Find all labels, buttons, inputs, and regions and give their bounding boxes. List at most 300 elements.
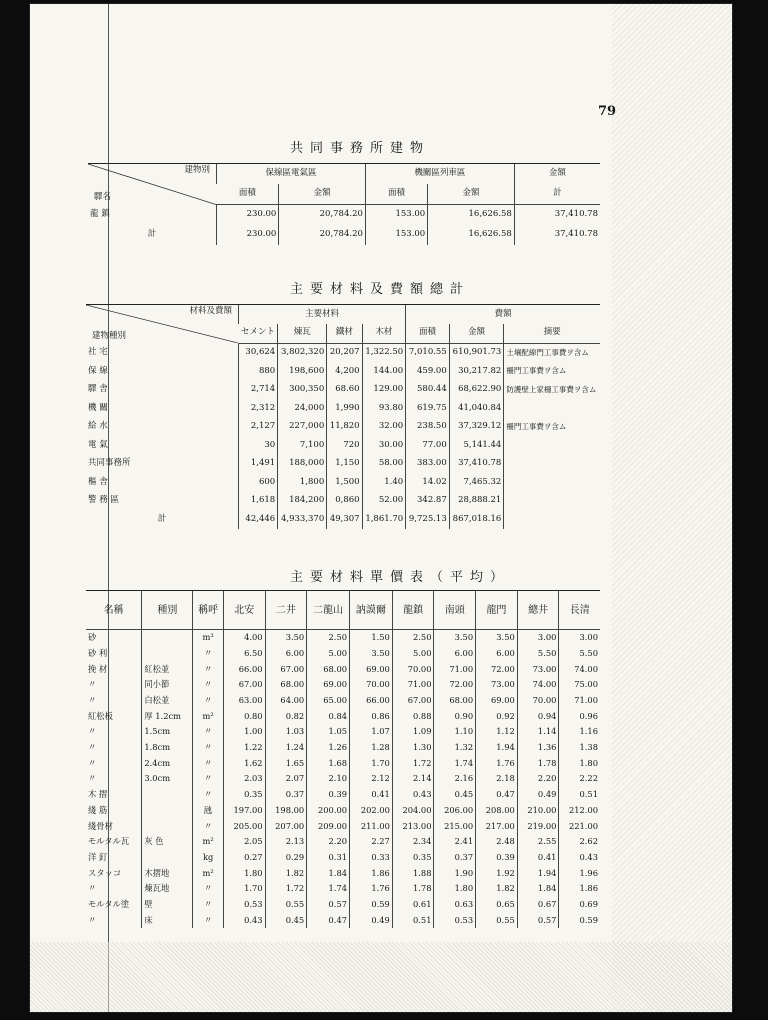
table3-row-kind: 床 — [142, 912, 193, 928]
table3-cell-price: 0.94 — [517, 708, 559, 724]
table3-cell-price: 202.00 — [350, 803, 393, 819]
table3-cell-price: 197.00 — [223, 803, 265, 819]
table3-cell-price: 204.00 — [392, 803, 434, 819]
table3-column-header: 二井 — [265, 591, 307, 630]
table3-cell-price: 0.27 — [223, 850, 265, 866]
table3-row-kind — [142, 630, 193, 646]
table3-cell-price: 1.70 — [223, 881, 265, 897]
table1-row-name: 計 — [147, 229, 157, 240]
table2-cell-c: 1,491 — [239, 455, 278, 474]
table3-cell-price: 1.00 — [223, 724, 265, 740]
table3-cell-price: 1.88 — [392, 865, 434, 881]
table3-row-unit: 〃 — [193, 677, 224, 693]
table2-cell-c: 880 — [239, 362, 278, 381]
table2-cell-area: 77.00 — [406, 436, 450, 455]
table3-row-kind — [142, 803, 193, 819]
table1-group-b: 機關區列車區 — [365, 164, 514, 185]
table3-row-unit: m² — [193, 708, 224, 724]
table3-row — [86, 661, 600, 677]
table3-cell-price: 0.31 — [307, 850, 350, 866]
table3-cell-price: 1.36 — [517, 740, 559, 756]
table3-cell-price: 74.00 — [559, 661, 600, 677]
table2-column-header: 鐵材 — [327, 324, 362, 343]
table2-cell-w: 1,861.70 — [362, 510, 406, 529]
table1-diag-bottom: 驛名 — [94, 192, 112, 203]
table2-column-header: 煉瓦 — [278, 324, 327, 343]
table3-cell-price: 0.53 — [223, 897, 265, 913]
table3-cell-price: 0.61 — [392, 897, 434, 913]
table2-cell-area: 14.02 — [406, 473, 450, 492]
table3-cell-price: 1.72 — [392, 756, 434, 772]
table3-cell-price: 6.50 — [223, 646, 265, 662]
table3-cell-price: 207.00 — [265, 818, 307, 834]
table2-column-header: 金額 — [449, 324, 504, 343]
table3-cell-price: 6.00 — [434, 646, 476, 662]
table3-cell-price: 0.86 — [350, 708, 393, 724]
table1-cell-a-area: 230.00 — [217, 225, 279, 245]
table3-cell-price: 70.00 — [392, 661, 434, 677]
table2-cell-b: 188,000 — [278, 455, 327, 474]
table2-cell-w: 32.00 — [362, 418, 406, 437]
table3-cell-price: 1.82 — [476, 881, 518, 897]
table3-cell-price: 221.00 — [559, 818, 600, 834]
table2-cell-amt: 28,888.21 — [449, 492, 504, 511]
table1-cell-a-amt: 20,784.20 — [279, 225, 366, 245]
table3-title: 主要材料單價表（平均） — [290, 570, 511, 585]
table3-cell-price: 69.00 — [307, 677, 350, 693]
table3-row — [86, 740, 600, 756]
table3-row — [86, 803, 600, 819]
table2-row-name: 驛 舎 — [88, 384, 108, 395]
table2-cell-note — [504, 455, 600, 474]
table1-group-a: 保線區電氣區 — [217, 164, 366, 185]
table1-total-sub: 計 — [514, 184, 600, 205]
table3-row-unit: 〃 — [193, 661, 224, 677]
table3-cell-price: 1.94 — [476, 740, 518, 756]
table3-cell-price: 0.59 — [350, 897, 393, 913]
table2-group-cost: 費額 — [406, 305, 600, 324]
table3-cell-price: 2.27 — [350, 834, 393, 850]
table3-cell-price: 1.09 — [392, 724, 434, 740]
table3-cell-price: 1.70 — [350, 756, 393, 772]
table3-cell-price: 71.00 — [392, 677, 434, 693]
table3-cell-price: 1.84 — [307, 865, 350, 881]
table2-cell-w: 58.00 — [362, 455, 406, 474]
table3-row — [86, 834, 600, 850]
table3-cell-price: 0.35 — [223, 787, 265, 803]
table2-cell-area: 7,010.55 — [406, 343, 450, 362]
table3-cell-price: 1.74 — [434, 756, 476, 772]
table2-cell-w: 129.00 — [362, 381, 406, 400]
table1-sub-area-a: 面積 — [217, 184, 279, 205]
table3-row — [86, 787, 600, 803]
table3-cell-price: 1.80 — [559, 756, 600, 772]
table3-row — [86, 693, 600, 709]
table3-column-header: 龍門 — [476, 591, 518, 630]
table2 — [86, 304, 600, 529]
table2-cell-s: 20,207 — [327, 343, 362, 362]
table3-row-name: 洋 釘 — [88, 851, 108, 862]
table2-cell-w: 1.40 — [362, 473, 406, 492]
table3-cell-price: 2.50 — [392, 630, 434, 646]
table3-cell-price: 2.62 — [559, 834, 600, 850]
table3-cell-price: 0.45 — [265, 912, 307, 928]
table3-cell-price: 5.00 — [392, 646, 434, 662]
table3-cell-price: 69.00 — [476, 693, 518, 709]
table3-cell-price: 0.82 — [265, 708, 307, 724]
table2-cell-area: 459.00 — [406, 362, 450, 381]
table2-row — [86, 399, 600, 418]
table1-cell-total: 37,410.78 — [514, 205, 600, 226]
table3-row-unit: 〃 — [193, 912, 224, 928]
table2-cell-s: 1,500 — [327, 473, 362, 492]
table3-cell-price: 0.90 — [434, 708, 476, 724]
table3-row — [86, 865, 600, 881]
table3-cell-price: 1.12 — [476, 724, 518, 740]
table3-cell-price: 2.34 — [392, 834, 434, 850]
table2-cell-b: 24,000 — [278, 399, 327, 418]
table3-cell-price: 2.22 — [559, 771, 600, 787]
table3-cell-price: 2.12 — [350, 771, 393, 787]
table2-row — [86, 362, 600, 381]
table3-cell-price: 0.88 — [392, 708, 434, 724]
table3-cell-price: 70.00 — [517, 693, 559, 709]
table3-cell-price: 0.41 — [517, 850, 559, 866]
table2-cell-amt: 41,040.84 — [449, 399, 504, 418]
table3-row-name: 〃 — [88, 679, 97, 690]
table3-row-name: モルタル瓦 — [88, 836, 130, 847]
table3-row-kind: 3.0cm — [142, 771, 193, 787]
table2-cell-amt: 5,141.44 — [449, 436, 504, 455]
table3-cell-price: 1.07 — [350, 724, 393, 740]
table2-cell-amt: 37,410.78 — [449, 455, 504, 474]
table3-cell-price: 2.14 — [392, 771, 434, 787]
table3-row-unit: 〃 — [193, 881, 224, 897]
table2-column-header: セメント — [239, 324, 278, 343]
table2-cell-area: 9,725.13 — [406, 510, 450, 529]
table1-row — [88, 205, 600, 226]
table1-cell-total: 37,410.78 — [514, 225, 600, 245]
table3-cell-price: 2.50 — [307, 630, 350, 646]
table3-cell-price: 5.50 — [559, 646, 600, 662]
table3-cell-price: 0.47 — [476, 787, 518, 803]
table3-cell-price: 3.00 — [559, 630, 600, 646]
table3-row — [86, 724, 600, 740]
table3-cell-price: 65.00 — [307, 693, 350, 709]
table2-column-header: 木材 — [362, 324, 406, 343]
table3-cell-price: 200.00 — [307, 803, 350, 819]
table2-cell-b: 227,000 — [278, 418, 327, 437]
table3-cell-price: 1.84 — [517, 881, 559, 897]
table2-diag-top: 材料及費額 — [189, 306, 232, 316]
table3-cell-price: 1.65 — [265, 756, 307, 772]
table1-row-name: 龍 鎮 — [90, 209, 110, 220]
table3-row — [86, 677, 600, 693]
table3-cell-price: 0.55 — [476, 912, 518, 928]
table3-cell-price: 1.96 — [559, 865, 600, 881]
table3-cell-price: 74.00 — [517, 677, 559, 693]
table3-row-name: 綫 筋 — [88, 804, 108, 815]
table2-row — [86, 473, 600, 492]
table3-cell-price: 2.13 — [265, 834, 307, 850]
table2-row — [86, 343, 600, 362]
table2-cell-c: 42,446 — [239, 510, 278, 529]
table3-cell-price: 209.00 — [307, 818, 350, 834]
table2-cell-note — [504, 510, 600, 529]
table2-cell-s: 49,307 — [327, 510, 362, 529]
table3-cell-price: 1.68 — [307, 756, 350, 772]
table3-cell-price: 66.00 — [350, 693, 393, 709]
table3-cell-price: 219.00 — [517, 818, 559, 834]
table1-sub-amount-b: 金額 — [428, 184, 515, 205]
table3-cell-price: 0.37 — [265, 787, 307, 803]
table2-cell-amt: 37,329.12 — [449, 418, 504, 437]
table3-row-kind: 白松並 — [142, 693, 193, 709]
table3-column-header: 龍鎮 — [392, 591, 434, 630]
table3-cell-price: 67.00 — [223, 677, 265, 693]
table3-row-name: 紅松板 — [88, 710, 113, 721]
table3-row-unit: 〃 — [193, 818, 224, 834]
table3-column-header: 名稱 — [86, 591, 142, 630]
table3-row — [86, 881, 600, 897]
table3-row-kind: 紅松並 — [142, 661, 193, 677]
table3-row-name: モルタル塗 — [88, 898, 130, 909]
table2-cell-area: 342.87 — [406, 492, 450, 511]
table3-cell-price: 1.80 — [223, 865, 265, 881]
table3-row-kind: 厚 1.2cm — [142, 708, 193, 724]
table3-cell-price: 0.43 — [392, 787, 434, 803]
table2-row-name: 保 線 — [88, 365, 108, 376]
table3-cell-price: 0.59 — [559, 912, 600, 928]
table3-row — [86, 756, 600, 772]
table3-row-name: スタッコ — [88, 867, 122, 878]
table3-row — [86, 850, 600, 866]
table3-row-name: 〃 — [88, 883, 97, 894]
table3-cell-price: 0.57 — [517, 912, 559, 928]
table2-cell-w: 144.00 — [362, 362, 406, 381]
table3-cell-price: 0.41 — [350, 787, 393, 803]
table3-cell-price: 1.05 — [307, 724, 350, 740]
table3-row-unit: 瓲 — [193, 803, 224, 819]
table3-cell-price: 0.49 — [517, 787, 559, 803]
table3-cell-price: 1.90 — [434, 865, 476, 881]
table3-row-unit: m² — [193, 865, 224, 881]
table2-cell-note: 土壤配線門工事費ヲ含ム — [504, 343, 600, 362]
table2-group-materials: 主要材料 — [239, 305, 406, 324]
table3-cell-price: 1.80 — [434, 881, 476, 897]
table2-row — [86, 436, 600, 455]
table3-cell-price: 0.35 — [392, 850, 434, 866]
table3-cell-price: 0.55 — [265, 897, 307, 913]
table3-cell-price: 2.05 — [223, 834, 265, 850]
table3-cell-price: 3.50 — [476, 630, 518, 646]
table3-cell-price: 0.92 — [476, 708, 518, 724]
table2-cell-area: 619.75 — [406, 399, 450, 418]
table3-row-unit: 〃 — [193, 771, 224, 787]
table3-row — [86, 897, 600, 913]
table2-cell-s: 68.60 — [327, 381, 362, 400]
table3-row-unit: 〃 — [193, 693, 224, 709]
table3-cell-price: 1.78 — [517, 756, 559, 772]
table3-cell-price: 71.00 — [559, 693, 600, 709]
table3-cell-price: 1.32 — [434, 740, 476, 756]
table3-cell-price: 3.50 — [350, 646, 393, 662]
table3-cell-price: 1.14 — [517, 724, 559, 740]
table3-cell-price: 68.00 — [307, 661, 350, 677]
scan-noise-bottom — [30, 942, 732, 1012]
table3-cell-price: 0.63 — [434, 897, 476, 913]
table2-row-name: 警 務 區 — [88, 495, 119, 506]
table3-cell-price: 213.00 — [392, 818, 434, 834]
table2-row-name: 計 — [157, 513, 167, 524]
table3-cell-price: 2.10 — [307, 771, 350, 787]
table3-cell-price: 217.00 — [476, 818, 518, 834]
table3-cell-price: 67.00 — [265, 661, 307, 677]
table3-row-unit: kg — [193, 850, 224, 866]
table3-cell-price: 63.00 — [223, 693, 265, 709]
table1-total-header: 金額 — [514, 164, 600, 185]
table3-cell-price: 70.00 — [350, 677, 393, 693]
table3-cell-price: 67.00 — [392, 693, 434, 709]
table1-cell-b-area: 153.00 — [365, 225, 427, 245]
table2-row — [86, 455, 600, 474]
table3-row — [86, 818, 600, 834]
table3-row-kind — [142, 646, 193, 662]
table3-cell-price: 64.00 — [265, 693, 307, 709]
table3-row-kind: 同小節 — [142, 677, 193, 693]
table3-column-header: 總井 — [517, 591, 559, 630]
table2-cell-note: 柵門工事費ヲ含ム — [504, 418, 600, 437]
table2-cell-s: 4,200 — [327, 362, 362, 381]
table3-cell-price: 208.00 — [476, 803, 518, 819]
table3-cell-price: 0.33 — [350, 850, 393, 866]
table3-row-kind — [142, 787, 193, 803]
table3-cell-price: 1.03 — [265, 724, 307, 740]
table3-cell-price: 198.00 — [265, 803, 307, 819]
table3-cell-price: 0.51 — [559, 787, 600, 803]
table3-row-name: 木 摺 — [88, 789, 108, 800]
table2-cell-b: 4,933,370 — [278, 510, 327, 529]
table3-cell-price: 1.74 — [307, 881, 350, 897]
table3-cell-price: 5.50 — [517, 646, 559, 662]
table2-title: 主要材料及費額總計 — [290, 282, 471, 297]
table3-cell-price: 73.00 — [476, 677, 518, 693]
table3-cell-price: 1.82 — [265, 865, 307, 881]
table3-cell-price: 0.67 — [517, 897, 559, 913]
table2-row — [86, 381, 600, 400]
table3-cell-price: 68.00 — [265, 677, 307, 693]
table3-row-name: 〃 — [88, 726, 97, 737]
table2-row-name: 給 水 — [88, 421, 108, 432]
table2-cell-b: 1,800 — [278, 473, 327, 492]
table3-cell-price: 2.20 — [517, 771, 559, 787]
table3-cell-price: 2.48 — [476, 834, 518, 850]
table3-cell-price: 1.78 — [392, 881, 434, 897]
table2-row-name: 電 氣 — [88, 439, 108, 450]
table1-sub-area-b: 面積 — [365, 184, 427, 205]
table3-cell-price: 3.00 — [517, 630, 559, 646]
table2-cell-b: 7,100 — [278, 436, 327, 455]
table1-row — [88, 225, 600, 245]
table3-cell-price: 2.18 — [476, 771, 518, 787]
table3-cell-price: 4.00 — [223, 630, 265, 646]
table3-cell-price: 212.00 — [559, 803, 600, 819]
table2-cell-s: 1,990 — [327, 399, 362, 418]
table3-cell-price: 1.16 — [559, 724, 600, 740]
table3-row-unit: m³ — [193, 630, 224, 646]
table3-cell-price: 0.84 — [307, 708, 350, 724]
table1-cell-b-area: 153.00 — [365, 205, 427, 226]
table2-cell-b: 184,200 — [278, 492, 327, 511]
table1-cell-b-amt: 16,626.58 — [428, 205, 515, 226]
table3-cell-price: 66.00 — [223, 661, 265, 677]
table3-cell-price: 206.00 — [434, 803, 476, 819]
table3-row-name: 〃 — [88, 773, 97, 784]
table3-cell-price: 0.51 — [392, 912, 434, 928]
page-number: 79 — [598, 104, 617, 119]
table3-row-unit: 〃 — [193, 897, 224, 913]
table2-column-header: 摘要 — [504, 324, 600, 343]
table2-cell-c: 30,624 — [239, 343, 278, 362]
table3-cell-price: 2.03 — [223, 771, 265, 787]
table2-column-header: 面積 — [406, 324, 450, 343]
table3-cell-price: 68.00 — [434, 693, 476, 709]
table3-cell-price: 0.96 — [559, 708, 600, 724]
table3-cell-price: 205.00 — [223, 818, 265, 834]
table3-cell-price: 0.39 — [307, 787, 350, 803]
table3-cell-price: 2.16 — [434, 771, 476, 787]
table2-cell-b: 198,600 — [278, 362, 327, 381]
table3-row-name: 綫骨材 — [88, 820, 113, 831]
table1-diag-top: 建物別 — [184, 165, 210, 175]
table3-cell-price: 72.00 — [476, 661, 518, 677]
table2-cell-s: 720 — [327, 436, 362, 455]
table3-cell-price: 1.86 — [350, 865, 393, 881]
table3-cell-price: 0.37 — [434, 850, 476, 866]
table2-cell-note: 防護壁上家柵工事費ヲ含ム — [504, 381, 600, 400]
table2-cell-note — [504, 399, 600, 418]
table3-row-name: 〃 — [88, 695, 97, 706]
table2-cell-note: 柵門工事費ヲ含ム — [504, 362, 600, 381]
table3-cell-price: 0.80 — [223, 708, 265, 724]
table3-row-kind: 壁 — [142, 897, 193, 913]
table2-cell-b: 3,802,320 — [278, 343, 327, 362]
table3-cell-price: 1.76 — [350, 881, 393, 897]
table3-cell-price: 215.00 — [434, 818, 476, 834]
table3-cell-price: 0.69 — [559, 897, 600, 913]
table3-column-header: 南頭 — [434, 591, 476, 630]
table2-cell-c: 2,127 — [239, 418, 278, 437]
table3-row — [86, 708, 600, 724]
table3-row-kind: 2.4cm — [142, 756, 193, 772]
table3-row-kind: 木摺地 — [142, 865, 193, 881]
table3-row-unit: 〃 — [193, 646, 224, 662]
table1 — [88, 163, 600, 245]
table3-row-unit: m² — [193, 834, 224, 850]
table3-cell-price: 3.50 — [265, 630, 307, 646]
table3 — [86, 590, 600, 928]
table3-row-name: 〃 — [88, 742, 97, 753]
table3-row-unit: 〃 — [193, 740, 224, 756]
table3-cell-price: 0.47 — [307, 912, 350, 928]
table3-row-kind: 灰 色 — [142, 834, 193, 850]
table3-column-header: 北安 — [223, 591, 265, 630]
table2-cell-w: 52.00 — [362, 492, 406, 511]
scan-noise — [612, 4, 732, 1012]
table3-cell-price: 2.20 — [307, 834, 350, 850]
table3-row-name: 〃 — [88, 757, 97, 768]
table1-cell-b-amt: 16,626.58 — [428, 225, 515, 245]
